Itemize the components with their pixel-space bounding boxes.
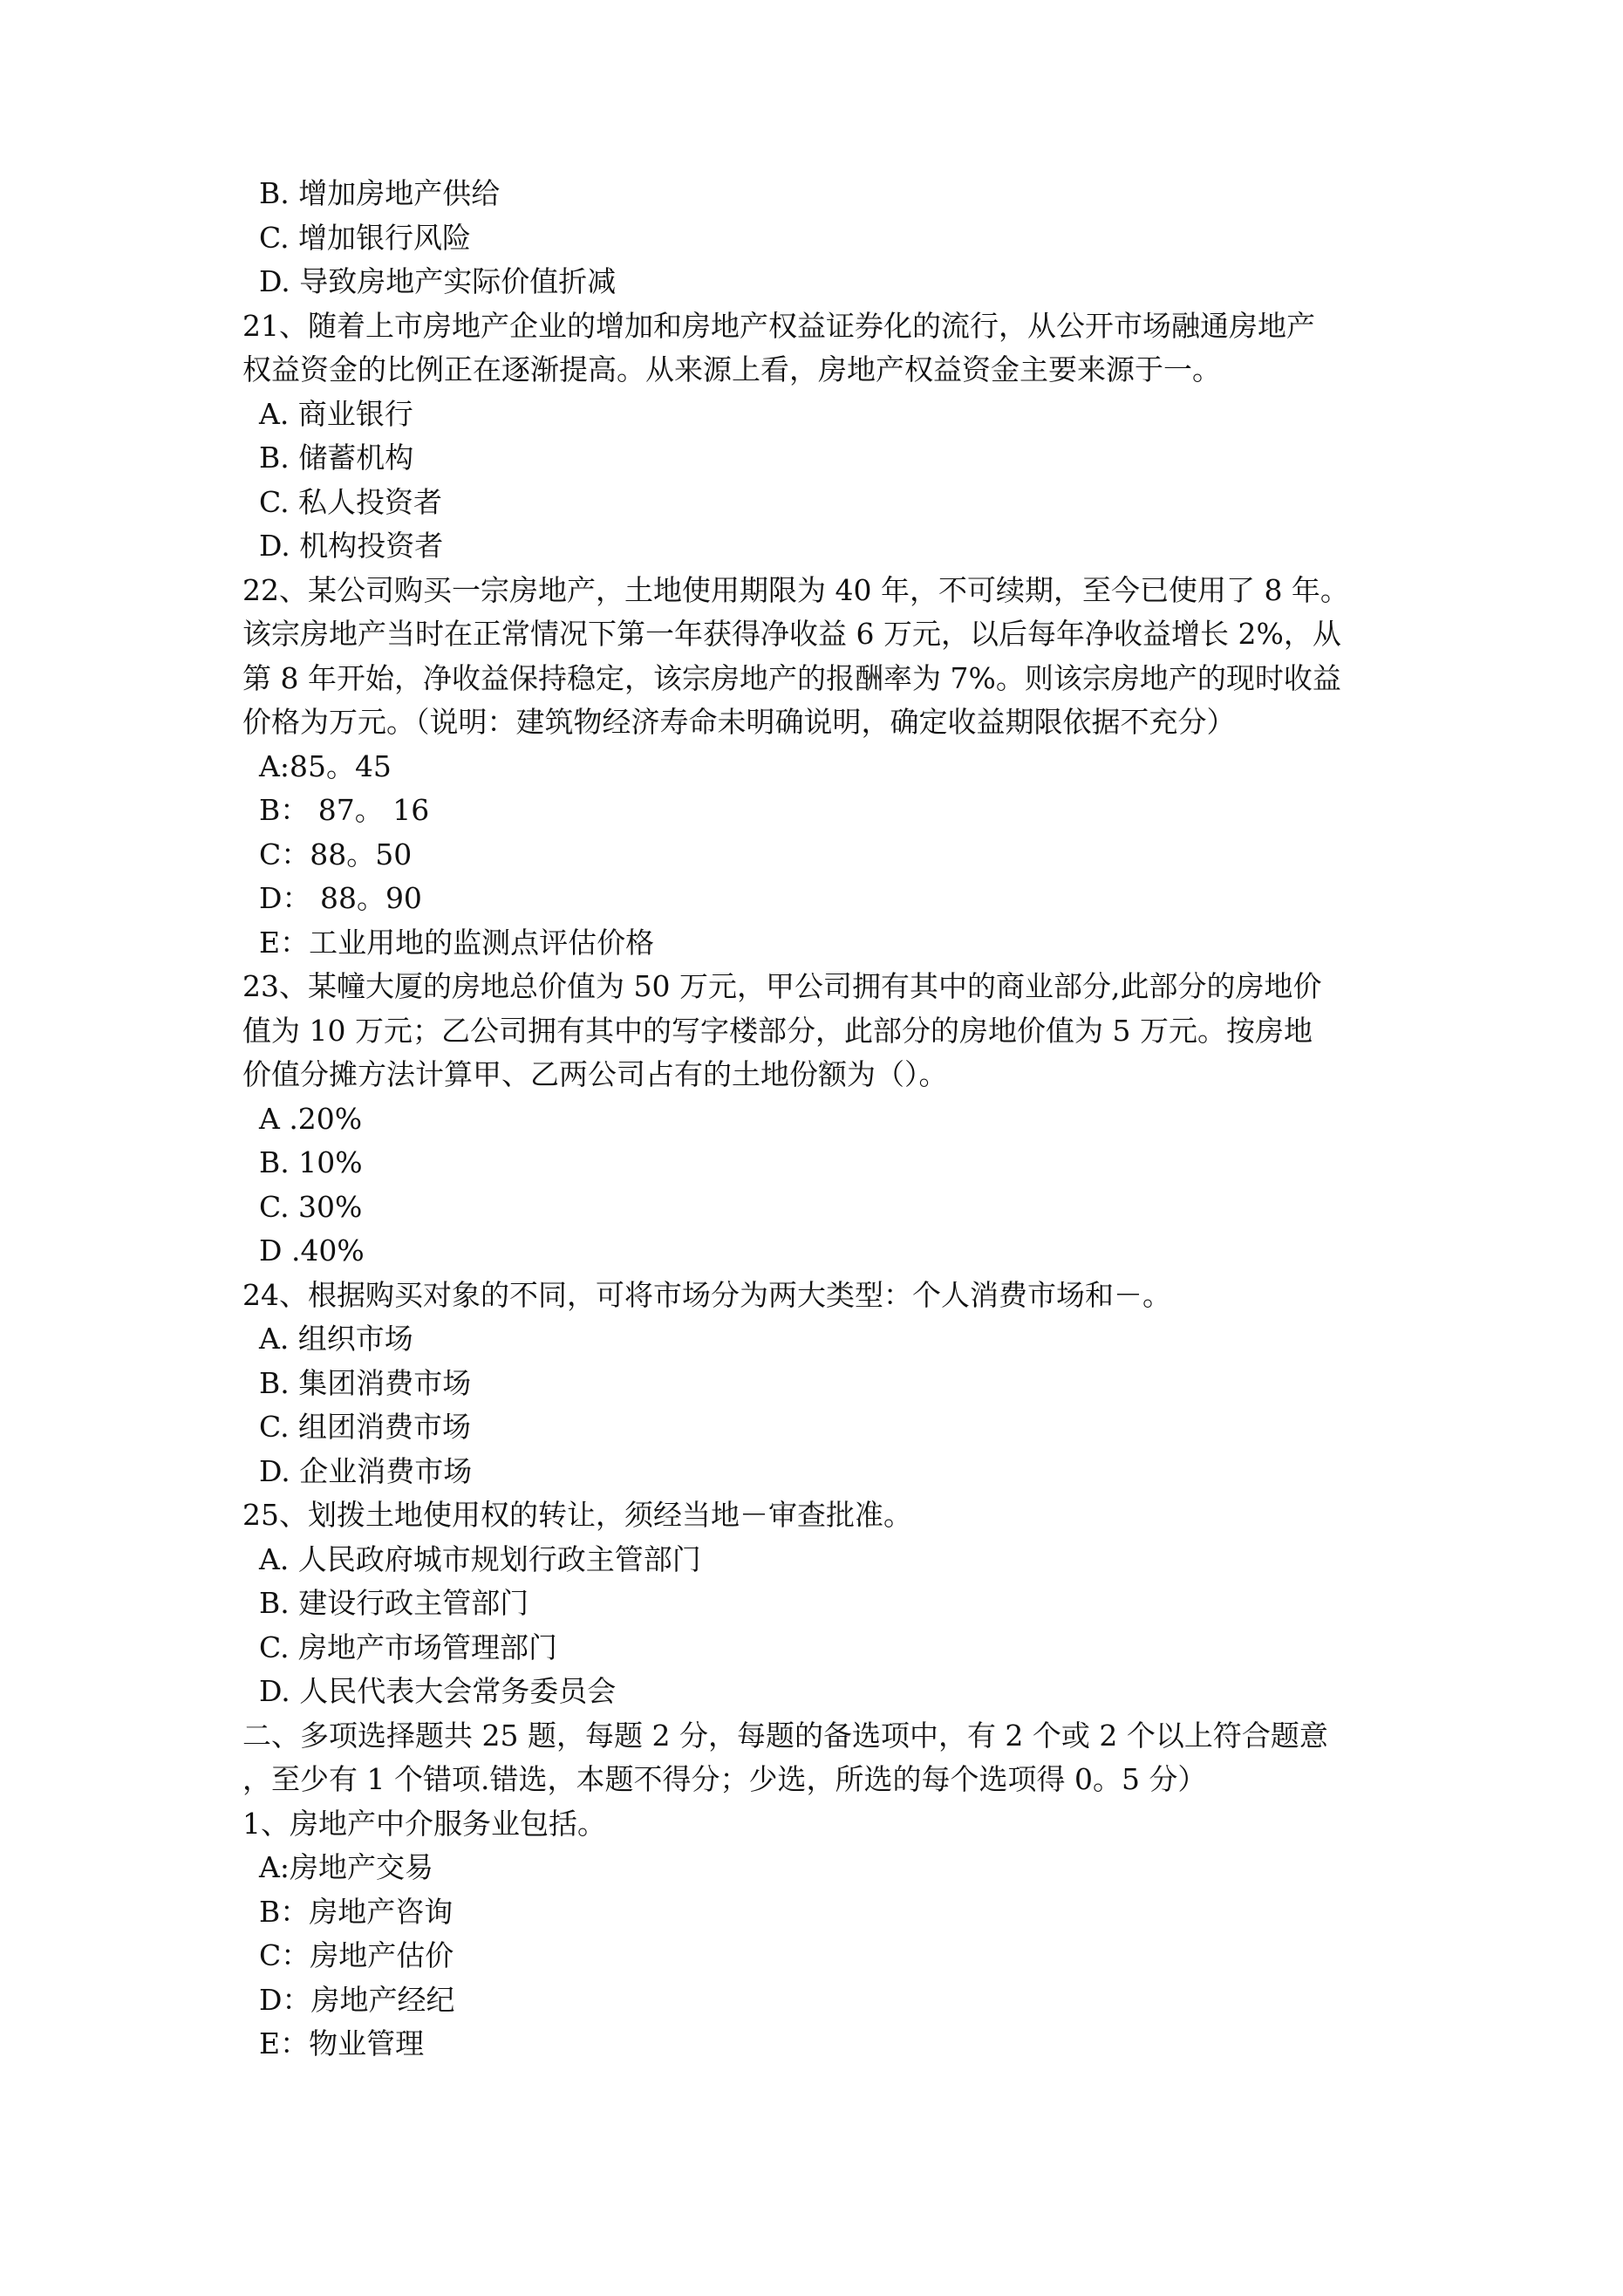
question-text-line: 价格为万元。（说明：建筑物经济寿命未明确说明，确定收益期限依据不充分） <box>242 705 1236 739</box>
question-text-line: 21、随着上市房地产企业的增加和房地产权益证券化的流行，从公开市场融通房地产 <box>242 309 1315 343</box>
answer-option: D. 机构投资者 <box>259 529 444 563</box>
answer-option: A:房地产交易 <box>259 1850 433 1884</box>
question-text-line: 价值分摊方法计算甲、乙两公司占有的土地份额为（）。 <box>242 1057 948 1091</box>
question-text-line: 值为 10 万元；乙公司拥有其中的写字楼部分，此部分的房地价值为 5 万元。按房地 <box>242 1014 1313 1048</box>
question-text-line: 第 8 年开始，净收益保持稳定，该宗房地产的报酬率为 7%。则该宗房地产的现时收益 <box>242 661 1341 695</box>
question-text-line: 该宗房地产当时在正常情况下第一年获得净收益 6 万元，以后每年净收益增长 2%，从 <box>242 617 1341 651</box>
answer-option: B. 建设行政主管部门 <box>259 1586 529 1620</box>
question-text-line: 24、根据购买对象的不同，可将市场分为两大类型：个人消费市场和－。 <box>242 1278 1171 1312</box>
answer-option: D. 导致房地产实际价值折减 <box>259 264 617 298</box>
answer-option: B. 储蓄机构 <box>259 441 414 475</box>
answer-option: C. 房地产市场管理部门 <box>259 1630 558 1664</box>
section-heading-line: 二、多项选择题共 25 题，每题 2 分，每题的备选项中，有 2 个或 2 个以上符合题意 <box>242 1719 1328 1753</box>
answer-option: B. 10% <box>259 1145 363 1179</box>
answer-option: C. 30% <box>259 1190 363 1224</box>
question-text-line: 1、房地产中介服务业包括。 <box>242 1807 606 1841</box>
answer-option: A:85。45 <box>259 749 392 783</box>
answer-option: C. 私人投资者 <box>259 485 443 519</box>
answer-option: C. 组团消费市场 <box>259 1410 472 1444</box>
question-text-line: 23、某幢大厦的房地总价值为 50 万元，甲公司拥有其中的商业部分,此部分的房地价 <box>242 969 1322 1003</box>
answer-option: D： 88。90 <box>259 881 422 915</box>
question-text-line: 权益资金的比例正在逐渐提高。从来源上看，房地产权益资金主要来源于一。 <box>242 352 1221 386</box>
answer-option: D .40% <box>259 1233 365 1268</box>
answer-option: C：88。50 <box>259 837 413 871</box>
answer-option: C：房地产估价 <box>259 1938 454 1972</box>
answer-option: D. 企业消费市场 <box>259 1454 473 1488</box>
answer-option: C. 增加银行风险 <box>259 221 472 255</box>
answer-option: B： 87。 16 <box>259 793 430 827</box>
answer-option: B. 增加房地产供给 <box>259 176 501 210</box>
section-heading-line: ，至少有 1 个错项.错选，本题不得分；少选，所选的每个选项得 0。5 分） <box>242 1762 1207 1796</box>
answer-option: B：房地产咨询 <box>259 1895 453 1929</box>
answer-option: D：房地产经纪 <box>259 1983 455 2017</box>
question-text-line: 25、划拨土地使用权的转让，须经当地－审查批准。 <box>242 1498 912 1532</box>
answer-option: B. 集团消费市场 <box>259 1366 472 1400</box>
answer-option: A .20% <box>259 1102 363 1136</box>
answer-option: E：物业管理 <box>259 2026 425 2060</box>
answer-option: A. 组织市场 <box>259 1322 413 1356</box>
answer-option: A. 人民政府城市规划行政主管部门 <box>259 1542 701 1576</box>
answer-option: A. 商业银行 <box>259 397 413 431</box>
answer-option: E：工业用地的监测点评估价格 <box>259 926 655 960</box>
question-text-line: 22、某公司购买一宗房地产，土地使用期限为 40 年，不可续期，至今已使用了 8 年。 <box>242 573 1349 607</box>
answer-option: D. 人民代表大会常务委员会 <box>259 1674 617 1708</box>
